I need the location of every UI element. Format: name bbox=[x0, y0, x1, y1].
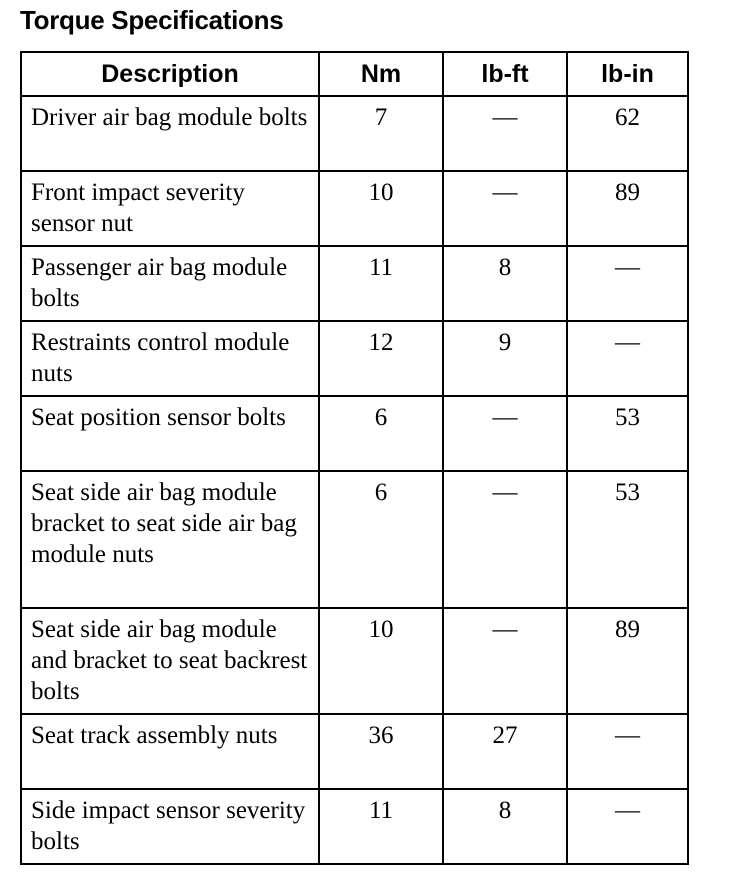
header-lb-ft: lb-ft bbox=[443, 52, 567, 96]
row-nm: 6 bbox=[319, 396, 443, 471]
row-lb-ft: — bbox=[443, 96, 567, 171]
row-lb-in: 89 bbox=[567, 171, 688, 246]
page-title: Torque Specifications bbox=[20, 5, 284, 35]
row-description: Side impact sensor severity bolts bbox=[21, 789, 319, 864]
row-nm: 7 bbox=[319, 96, 443, 171]
row-lb-in: — bbox=[567, 321, 688, 396]
table-row bbox=[21, 171, 688, 246]
row-lb-ft: 9 bbox=[443, 321, 567, 396]
table-row bbox=[21, 246, 688, 321]
header-description: Description bbox=[21, 52, 319, 96]
table-row bbox=[21, 789, 688, 864]
row-description: Seat track assembly nuts bbox=[21, 714, 319, 789]
torque-specifications-table bbox=[20, 51, 689, 865]
row-nm: 12 bbox=[319, 321, 443, 396]
row-lb-ft: 27 bbox=[443, 714, 567, 789]
row-nm: 11 bbox=[319, 246, 443, 321]
row-lb-ft: 8 bbox=[443, 246, 567, 321]
row-description: Seat side air bag module bracket to seat side air bag module nuts bbox=[21, 471, 319, 608]
row-description: Seat side air bag module and bracket to seat backrest bolts bbox=[21, 608, 319, 714]
row-lb-in: 62 bbox=[567, 96, 688, 171]
row-lb-in: 89 bbox=[567, 608, 688, 714]
row-lb-in: — bbox=[567, 246, 688, 321]
table-row bbox=[21, 471, 688, 608]
row-description: Seat position sensor bolts bbox=[21, 396, 319, 471]
row-lb-in: 53 bbox=[567, 396, 688, 471]
row-lb-in: — bbox=[567, 789, 688, 864]
row-lb-in: — bbox=[567, 714, 688, 789]
row-nm: 36 bbox=[319, 714, 443, 789]
row-lb-ft: — bbox=[443, 471, 567, 608]
row-lb-ft: — bbox=[443, 171, 567, 246]
row-description: Driver air bag module bolts bbox=[21, 96, 319, 171]
table-row bbox=[21, 396, 688, 471]
row-lb-ft: 8 bbox=[443, 789, 567, 864]
table-row bbox=[21, 321, 688, 396]
row-description: Passenger air bag module bolts bbox=[21, 246, 319, 321]
row-nm: 11 bbox=[319, 789, 443, 864]
row-lb-ft: — bbox=[443, 396, 567, 471]
header-nm: Nm bbox=[319, 52, 443, 96]
table-row bbox=[21, 96, 688, 171]
row-lb-ft: — bbox=[443, 608, 567, 714]
row-nm: 10 bbox=[319, 608, 443, 714]
row-description: Restraints control module nuts bbox=[21, 321, 319, 396]
header-lb-in: lb-in bbox=[567, 52, 688, 96]
row-nm: 6 bbox=[319, 471, 443, 608]
row-lb-in: 53 bbox=[567, 471, 688, 608]
table-row bbox=[21, 714, 688, 789]
row-description: Front impact severity sensor nut bbox=[21, 171, 319, 246]
row-nm: 10 bbox=[319, 171, 443, 246]
table-row bbox=[21, 608, 688, 714]
table-header-row bbox=[21, 52, 688, 96]
